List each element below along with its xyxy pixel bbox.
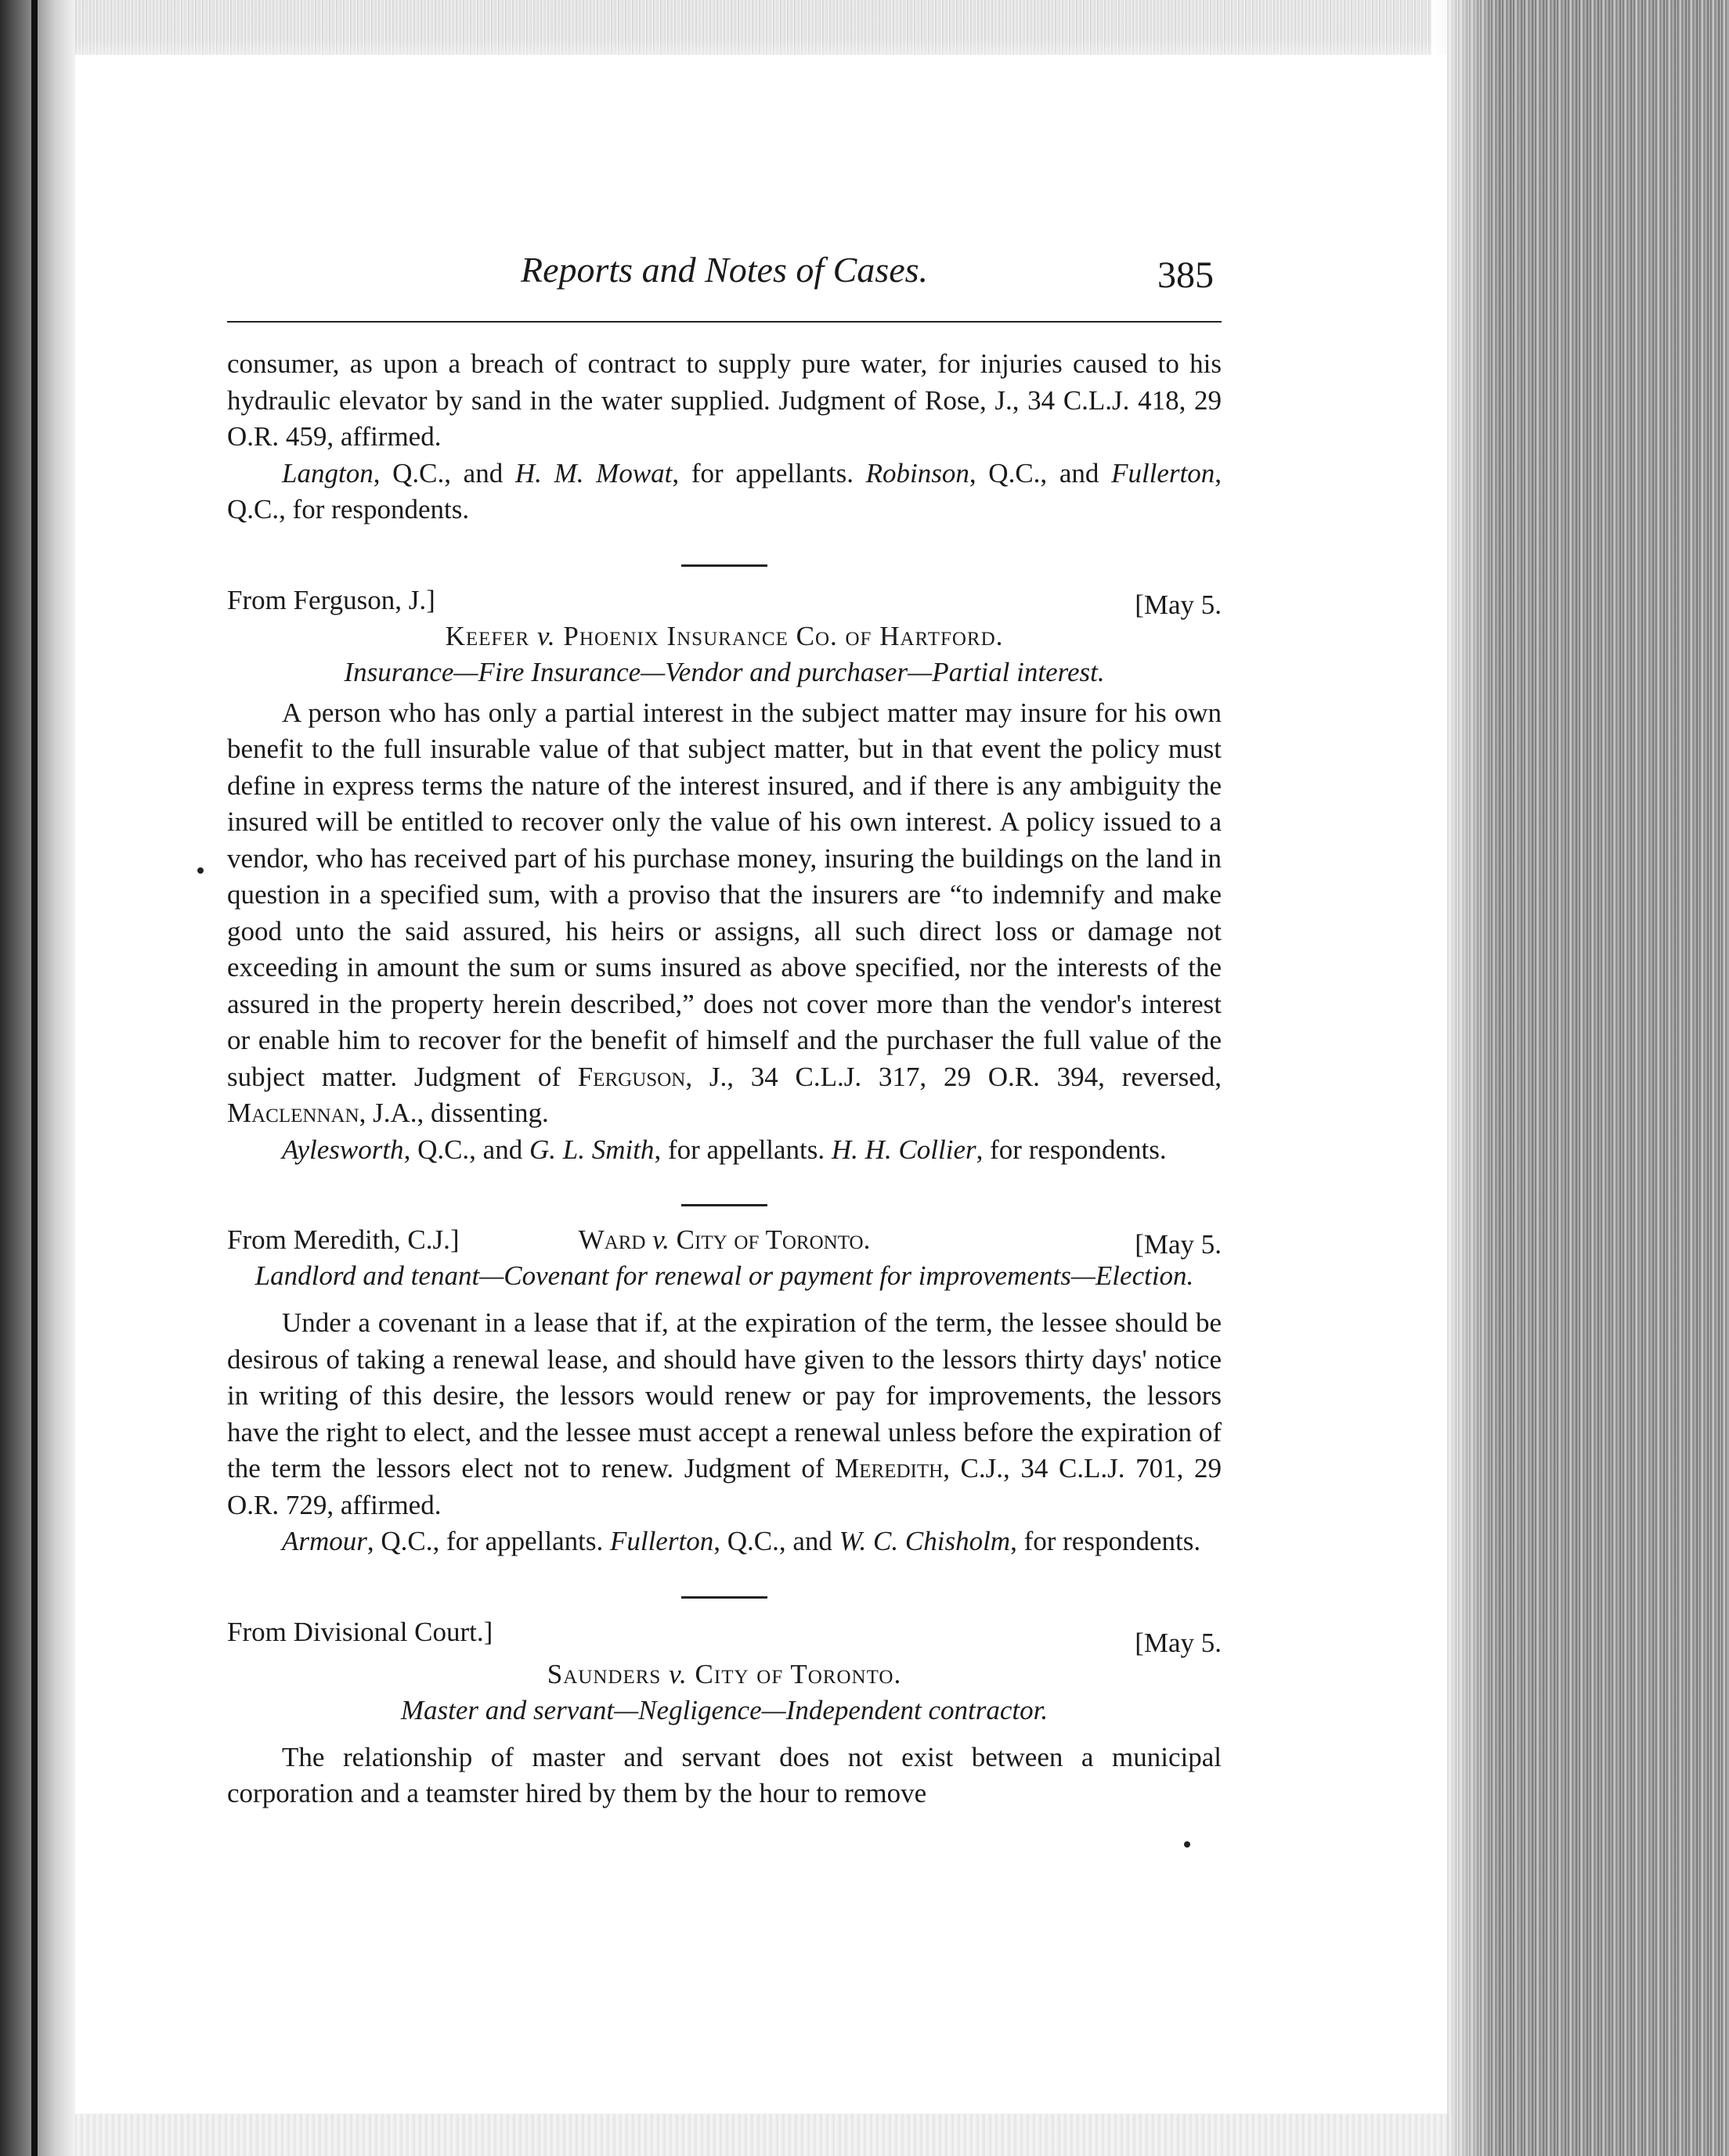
case-title: Ward v. City of Toronto.: [578, 1224, 871, 1255]
case-heading: [227, 1222, 1222, 1258]
case-headnote: Insurance—Fire Insurance—Vendor and purchaser—Partial interest.: [344, 656, 1105, 687]
scan-spine-shadow: [0, 0, 75, 2156]
case-heading: [227, 582, 1222, 618]
case-court: From Divisional Court.]: [227, 1616, 493, 1647]
section-divider: [681, 564, 767, 567]
section-divider: [681, 1596, 767, 1599]
scan-spine-line: [31, 0, 38, 2156]
case-heading: [227, 1614, 1222, 1658]
case-date: [May 5.: [1135, 1627, 1222, 1658]
scan-bottom-noise: [75, 2114, 1453, 2156]
section-divider: [681, 1204, 767, 1206]
case-date: [May 5.: [1135, 1229, 1222, 1260]
document-page: [227, 243, 1222, 1812]
case-court: From Ferguson, J.]: [227, 584, 435, 615]
case-body: The relationship of master and servant does not exist between a municipal corporation and a teamster hired by them by the hour to remove: [227, 1741, 1222, 1808]
running-title: Reports and Notes of Cases.: [520, 250, 929, 290]
intro-paragraph: consumer, as upon a breach of contract to supply pure water, for injuries caused to his hydraulic elevator by sand in the water supplied. Judgment of Rose, J., 34 C.L.J. 418, 29 O.R. 459, affirmed.: [227, 348, 1222, 452]
page-number: 385: [1157, 254, 1214, 296]
case-counsel: Armour, Q.C., for appellants. Fullerton, Q.C., and W. C. Chisholm, for respondents.: [282, 1526, 1201, 1556]
case-court: From Meredith, C.J.]: [227, 1224, 460, 1255]
intro-counsel: Langton, Q.C., and H. M. Mowat, for appellants. Robinson, Q.C., and Fullerton, Q.C., for respondents.: [227, 457, 1222, 525]
case-counsel: Aylesworth, Q.C., and G. L. Smith, for appellants. H. H. Collier, for respondents.: [282, 1134, 1167, 1165]
case-title: Keefer v. Phoenix Insurance Co. of Hartford.: [445, 620, 1004, 651]
case-title: Saunders v. City of Toronto.: [547, 1658, 902, 1689]
scan-page-edge-fade: [1431, 0, 1494, 2156]
scan-speck: [197, 867, 204, 874]
case-headnote: Master and servant—Negligence—Independent contractor.: [400, 1694, 1049, 1725]
scan-top-fade: [75, 39, 1453, 86]
running-header: [227, 243, 1222, 323]
case-body: A person who has only a partial interest in the subject matter may insure for his own benefit to the full insurable value of that subject matter, but in that event the policy must define in express terms the nature of the interest insured, and if there is any ambiguity the insured will be entitled to recover only the value of his own interest. A policy issued to a vendor, who has received part of his purchase money, insuring the buildings on the land in question in a specified sum, with a proviso that the insurers are “to indemnify and make good unto the said assured, his heirs or assigns, all such direct loss or damage not exceeding in amount the sum or sums insured as above specified, nor the interests of the assured in the property herein described,” does not cover more than the vendor's interest or enable him to recover for the benefit of himself and the purchaser the full value of the subject matter. Judgment of Ferguson, J., 34 C.L.J. 317, 29 O.R. 394, reversed, Maclennan, J.A., dissenting.: [227, 697, 1222, 1128]
scan-speck: [1184, 1841, 1190, 1848]
case-headnote: Landlord and tenant—Covenant for renewal or payment for improvements—Election.: [254, 1260, 1194, 1291]
case-body: Under a covenant in a lease that if, at the expiration of the term, the lessee should be desirous of taking a renewal lease, and should have given to the lessors thirty days' notice in writing of this desire, the lessors would renew or pay for improvements, the lessors have the right to elect, and the lessee must accept a renewal unless before the expiration of the term the lessors elect not to renew. Judgment of Meredith, C.J., 34 C.L.J. 701, 29 O.R. 729, affirmed.: [227, 1307, 1222, 1520]
case-date: [May 5.: [1135, 589, 1222, 620]
